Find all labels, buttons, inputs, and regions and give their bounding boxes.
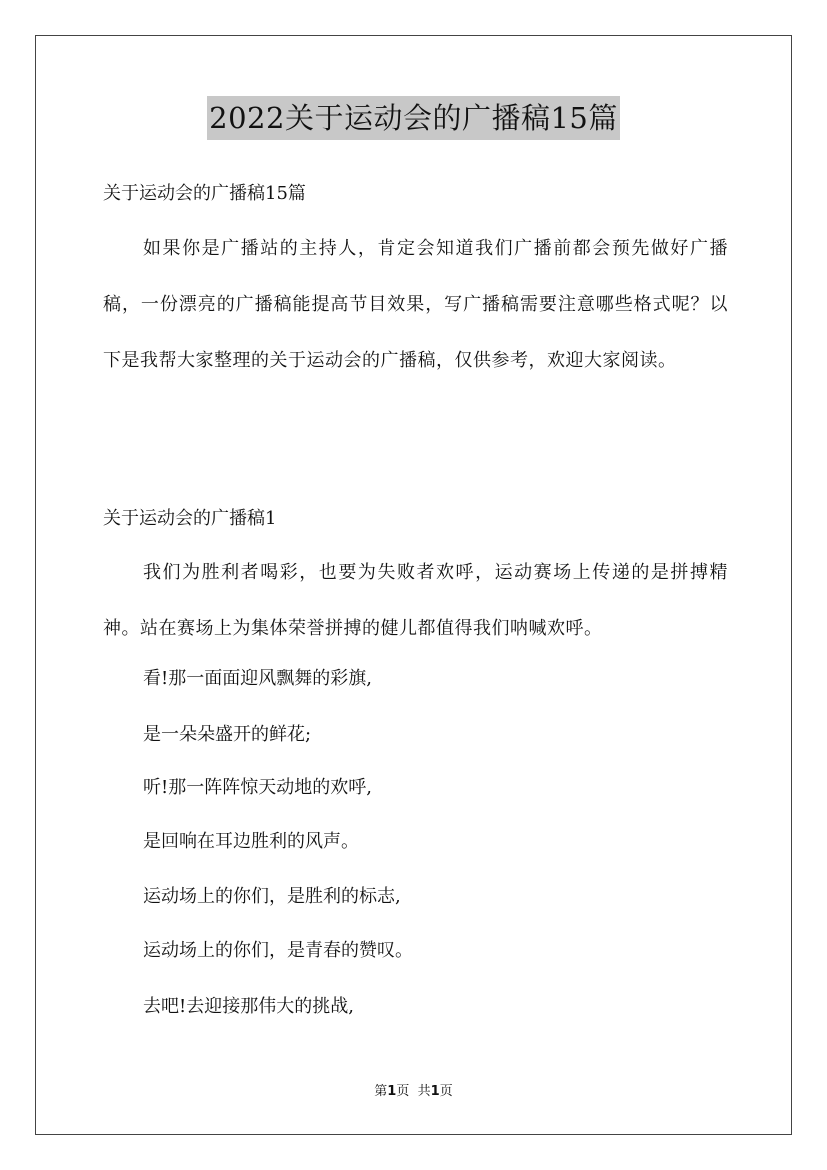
section-heading: 关于运动会的广播稿1 [103,508,277,529]
verse-line: 听!那一阵阵惊天动地的欢呼, [143,777,372,798]
footer-page-prefix: 第 [374,1084,388,1099]
document-subtitle: 关于运动会的广播稿15篇 [103,183,306,204]
footer-total-number: 1 [430,1084,440,1099]
verse-line: 运动场上的你们，是胜利的标志, [143,886,401,907]
footer-total-suffix: 页 [439,1084,453,1099]
footer-page-suffix: 页 [396,1084,410,1099]
verse-line: 是一朵朵盛开的鲜花; [143,724,312,745]
title-container [0,96,827,140]
document-title: 2022关于运动会的广播稿15篇 [207,96,620,140]
footer-page-number: 1 [387,1084,397,1099]
verse-line: 是回响在耳边胜利的风声。 [143,831,359,852]
page-footer [0,1083,827,1101]
footer-total-prefix: 共 [417,1084,431,1099]
verse-line: 去吧!去迎接那伟大的挑战, [143,996,354,1017]
verse-line: 看!那一面面迎风飘舞的彩旗, [143,668,372,689]
verse-line: 运动场上的你们，是青春的赞叹。 [143,940,413,961]
intro-paragraph: 如果你是广播站的主持人，肯定会知道我们广播前都会预先做好广播稿，一份漂亮的广播稿能提高节目效果，写广播稿需要注意哪些格式呢？以下是我帮大家整理的关于运动会的广播稿，仅供参考，欢迎大家阅读。 [103,238,728,371]
section-paragraph: 我们为胜利者喝彩，也要为失败者欢呼，运动赛场上传递的是拼搏精神。站在赛场上为集体荣誉拼搏的健儿都值得我们呐喊欢呼。 [103,562,728,639]
